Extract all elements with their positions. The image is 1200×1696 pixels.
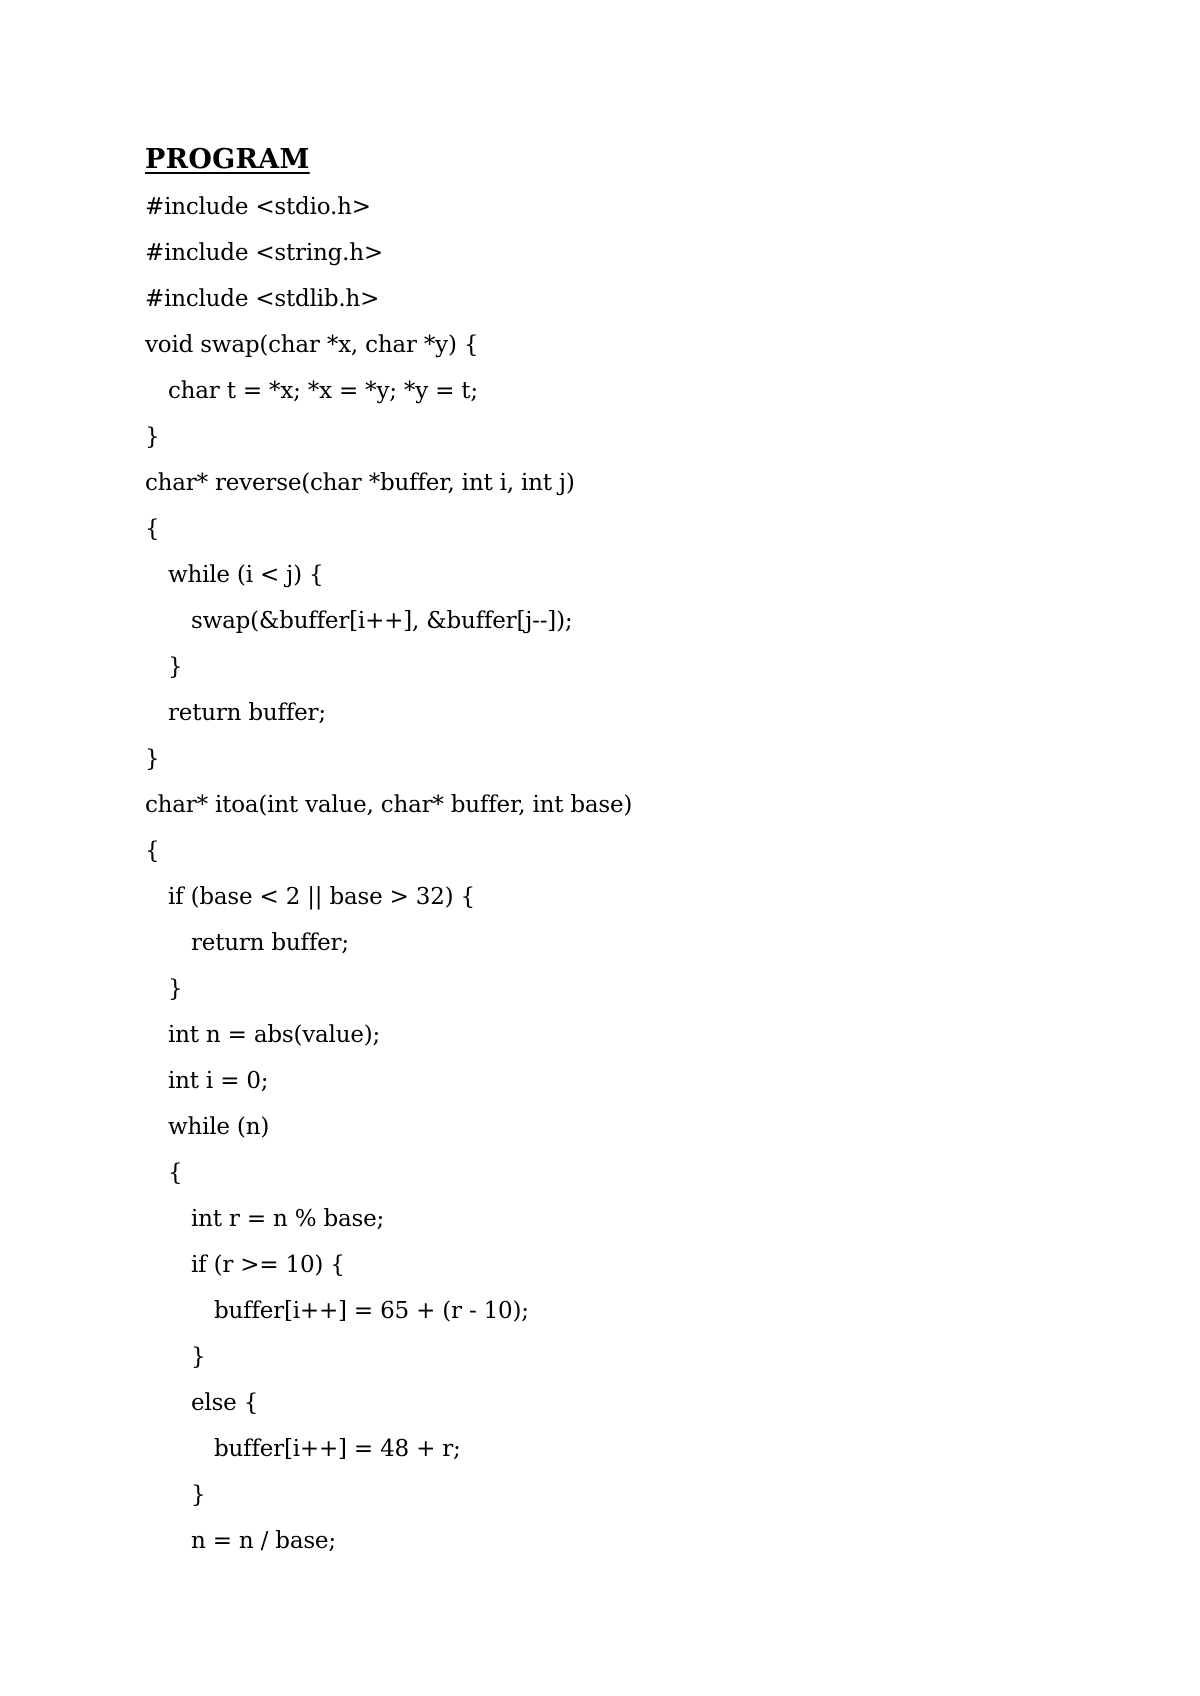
code-line: #include <stdio.h> [145, 194, 371, 220]
code-line: if (base < 2 || base > 32) { [168, 884, 475, 910]
code-line: int r = n % base; [191, 1206, 385, 1232]
code-line: } [191, 1344, 206, 1370]
code-line: buffer[i++] = 48 + r; [214, 1436, 461, 1462]
code-line: buffer[i++] = 65 + (r - 10); [214, 1298, 529, 1324]
code-line: char* itoa(int value, char* buffer, int base) [145, 792, 633, 818]
code-line: else { [191, 1390, 259, 1416]
code-line: while (i < j) { [168, 562, 324, 588]
code-line: #include <stdlib.h> [145, 286, 380, 312]
code-line: swap(&buffer[i++], &buffer[j--]); [191, 608, 573, 634]
code-line: { [145, 838, 160, 864]
code-line: int n = abs(value); [168, 1022, 381, 1048]
code-line: return buffer; [168, 700, 326, 726]
code-line: { [145, 516, 160, 542]
code-line: n = n / base; [191, 1528, 336, 1554]
code-line: return buffer; [191, 930, 349, 956]
page-heading: PROGRAM [145, 144, 310, 175]
code-block [145, 193, 1145, 1573]
code-line: int i = 0; [168, 1068, 269, 1094]
code-line: } [191, 1482, 206, 1508]
code-line: #include <string.h> [145, 240, 383, 266]
code-line: } [145, 746, 160, 772]
code-line: { [168, 1160, 183, 1186]
code-line: } [145, 424, 160, 450]
code-line: } [168, 654, 183, 680]
code-line: while (n) [168, 1114, 270, 1140]
code-line: char* reverse(char *buffer, int i, int j) [145, 470, 575, 496]
code-line: } [168, 976, 183, 1002]
code-line: if (r >= 10) { [191, 1252, 345, 1278]
code-line: void swap(char *x, char *y) { [145, 332, 479, 358]
code-line: char t = *x; *x = *y; *y = t; [168, 378, 478, 404]
